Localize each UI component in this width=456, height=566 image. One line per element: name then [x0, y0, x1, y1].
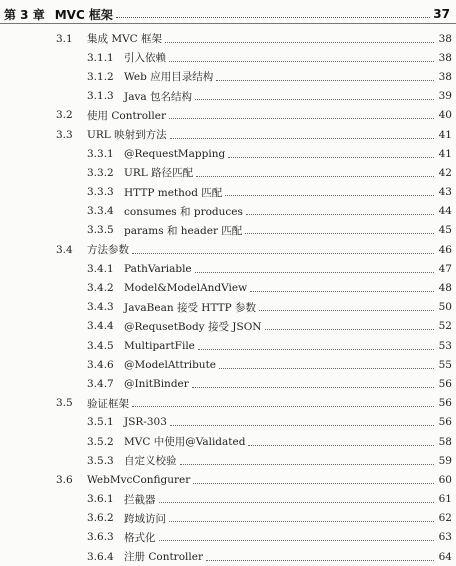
entry-page-number: 41 [438, 147, 452, 160]
leader-dots-line [206, 559, 434, 561]
leader-dots-line [198, 348, 434, 350]
leader-dots-line [169, 117, 434, 119]
toc-subsection-entry[interactable] [0, 278, 456, 297]
entry-title: PathVariable [124, 262, 192, 275]
entry-number: 3.4.2 [87, 282, 114, 295]
leader-dots-line [170, 424, 434, 426]
leader-dots-line [132, 405, 434, 407]
leader-dots [195, 87, 434, 106]
entry-page-number: 38 [438, 51, 452, 64]
leader-dots-line [170, 137, 434, 139]
toc-subsection-entry[interactable] [0, 183, 456, 202]
leader-dots-line [132, 252, 434, 254]
leader-dots [192, 374, 434, 393]
entry-title: 格式化 [124, 531, 156, 544]
chapter-number: 第 3 章 [4, 7, 45, 22]
entry-title: Java 包名结构 [124, 90, 192, 103]
chapter-divider [0, 23, 456, 24]
entry-number: 3.3 [56, 128, 73, 141]
entry-page-number: 40 [438, 109, 452, 122]
toc-section-entry[interactable] [0, 470, 456, 489]
entry-number: 3.4.6 [87, 358, 114, 371]
entry-title: 验证框架 [87, 397, 129, 410]
leader-dots [216, 67, 434, 86]
entry-page-number: 61 [438, 493, 452, 506]
leader-dots [169, 106, 434, 125]
leader-dots [170, 125, 434, 144]
entry-number: 3.5.1 [87, 416, 114, 429]
entry-page-number: 38 [438, 70, 452, 83]
entry-number: 3.4.7 [87, 377, 114, 390]
entry-title: @InitBinder [124, 377, 189, 390]
entry-number: 3.1.2 [87, 70, 114, 83]
leader-dots-line [169, 60, 434, 62]
entry-title: URL 映射到方法 [87, 129, 167, 142]
entry-page-number: 47 [438, 262, 452, 275]
chapter-title: MVC 框架 [54, 7, 113, 22]
entry-title: 跨域访问 [124, 512, 166, 525]
leader-dots [132, 394, 434, 413]
entry-number: 3.5 [56, 397, 73, 410]
leader-dots-line [225, 194, 434, 196]
entry-page-number: 45 [438, 224, 452, 237]
leader-dots-line [216, 79, 434, 81]
entry-number: 3.4.4 [87, 320, 114, 333]
entry-number: 3.2 [56, 109, 73, 122]
entry-number: 3.4.3 [87, 301, 114, 314]
toc-subsection-entry[interactable] [0, 298, 456, 317]
toc-subsection-entry[interactable] [0, 48, 456, 67]
entry-page-number: 56 [438, 416, 452, 429]
entry-number: 3.3.5 [87, 224, 114, 237]
entry-page-number: 62 [438, 512, 452, 525]
entry-number: 3.4 [56, 243, 73, 256]
leader-dots [225, 183, 434, 202]
leader-dots [265, 317, 434, 336]
toc-section-entry[interactable] [0, 106, 456, 125]
leader-dots [246, 202, 434, 221]
entry-title: JSR-303 [124, 416, 167, 429]
leader-dots [132, 240, 434, 259]
toc-list [0, 29, 456, 566]
entry-page-number: 58 [438, 435, 452, 448]
entry-title: Web 应用目录结构 [124, 71, 214, 84]
entry-number: 3.6.4 [87, 550, 114, 563]
toc-subsection-entry[interactable] [0, 87, 456, 106]
entry-title: 使用 Controller [87, 109, 166, 122]
entry-number: 3.5.2 [87, 435, 114, 448]
leader-dots [193, 470, 434, 489]
entry-number: 3.3.2 [87, 166, 114, 179]
entry-page-number: 41 [438, 128, 452, 141]
entry-title: MultipartFile [124, 339, 195, 352]
entry-number: 3.5.3 [87, 454, 114, 467]
leader-dots-line [246, 213, 434, 215]
entry-title: @ModelAttribute [124, 358, 216, 371]
entry-number: 3.6.3 [87, 531, 114, 544]
toc-subsection-entry[interactable] [0, 317, 456, 336]
leader-dots [169, 48, 434, 67]
chapter-page-number: 37 [433, 7, 450, 21]
entry-title: 引入依赖 [124, 52, 166, 65]
entry-page-number: 52 [438, 320, 452, 333]
entry-title: consumes 和 produces [124, 205, 243, 218]
entry-page-number: 42 [438, 166, 452, 179]
leader-dots [245, 221, 434, 240]
leader-dots-line [169, 520, 434, 522]
entry-page-number: 39 [438, 90, 452, 103]
entry-number: 3.6 [56, 473, 73, 486]
leader-dots-line [165, 41, 434, 43]
leader-dots [159, 528, 434, 547]
entry-title: @RequsetBody 接受 JSON [124, 320, 262, 333]
toc-section-entry[interactable] [0, 394, 456, 413]
toc-subsection-entry[interactable] [0, 432, 456, 451]
leader-dots [170, 413, 434, 432]
entry-title: JavaBean 接受 HTTP 参数 [124, 301, 257, 314]
toc-subsection-entry[interactable] [0, 451, 456, 470]
toc-subsection-entry[interactable] [0, 144, 456, 163]
entry-number: 3.1 [56, 32, 73, 45]
entry-title: 自定义校验 [124, 455, 177, 468]
entry-title: URL 路径匹配 [124, 167, 194, 180]
leader-dots-line [219, 367, 434, 369]
chapter-heading[interactable] [0, 4, 452, 24]
toc-section-entry[interactable] [0, 125, 456, 144]
entry-page-number: 38 [438, 32, 452, 45]
entry-number: 3.3.4 [87, 205, 114, 218]
entry-page-number: 59 [438, 454, 452, 467]
entry-title: WebMvcConfigurer [87, 473, 191, 486]
leader-dots [180, 451, 434, 470]
entry-page-number: 53 [438, 339, 452, 352]
toc-subsection-entry[interactable] [0, 221, 456, 240]
entry-number: 3.1.1 [87, 51, 114, 64]
toc-subsection-entry[interactable] [0, 259, 456, 278]
entry-page-number: 44 [438, 205, 452, 218]
leader-dots [248, 432, 434, 451]
entry-page-number: 48 [438, 282, 452, 295]
entry-title: MVC 中使用@Validated [124, 436, 246, 449]
entry-number: 3.3.1 [87, 147, 114, 160]
entry-number: 3.4.5 [87, 339, 114, 352]
entry-title: 拦截器 [124, 493, 156, 506]
entry-page-number: 55 [438, 358, 452, 371]
leader-dots [159, 490, 434, 509]
leader-dots [165, 29, 434, 48]
toc-subsection-entry[interactable] [0, 163, 456, 182]
leader-dots-line [159, 539, 434, 541]
toc-subsection-entry[interactable] [0, 490, 456, 509]
chapter-leader-dots [116, 16, 430, 18]
entry-number: 3.6.1 [87, 493, 114, 506]
toc-subsection-entry[interactable] [0, 547, 456, 566]
leader-dots [259, 298, 434, 317]
toc-subsection-entry[interactable] [0, 355, 456, 374]
leader-dots-line [248, 444, 434, 446]
leader-dots-line [159, 501, 434, 503]
toc-subsection-entry[interactable] [0, 374, 456, 393]
entry-page-number: 50 [438, 301, 452, 314]
leader-dots-line [228, 156, 434, 158]
leader-dots-line [180, 463, 434, 465]
toc-subsection-entry[interactable] [0, 509, 456, 528]
leader-dots [196, 163, 434, 182]
entry-page-number: 43 [438, 186, 452, 199]
leader-dots [198, 336, 434, 355]
entry-title: params 和 header 匹配 [124, 224, 243, 237]
leader-dots-line [192, 386, 434, 388]
entry-title: 方法参数 [87, 244, 129, 257]
leader-dots-line [245, 232, 434, 234]
leader-dots-line [265, 328, 434, 330]
entry-number: 3.1.3 [87, 90, 114, 103]
leader-dots-line [193, 482, 434, 484]
entry-page-number: 63 [438, 531, 452, 544]
entry-number: 3.6.2 [87, 512, 114, 525]
entry-number: 3.4.1 [87, 262, 114, 275]
leader-dots [195, 259, 434, 278]
entry-title: 注册 Controller [124, 551, 203, 564]
toc-section-entry[interactable] [0, 240, 456, 259]
leader-dots [219, 355, 434, 374]
toc-subsection-entry[interactable] [0, 67, 456, 86]
entry-number: 3.3.3 [87, 186, 114, 199]
entry-page-number: 60 [438, 473, 452, 486]
toc-subsection-entry[interactable] [0, 202, 456, 221]
leader-dots [169, 509, 434, 528]
entry-page-number: 56 [438, 377, 452, 390]
leader-dots [206, 547, 434, 566]
toc-subsection-entry[interactable] [0, 528, 456, 547]
leader-dots [228, 144, 434, 163]
entry-title: Model&ModelAndView [124, 282, 248, 295]
leader-dots [250, 278, 434, 297]
entry-page-number: 64 [438, 550, 452, 563]
toc-subsection-entry[interactable] [0, 336, 456, 355]
entry-title: 集成 MVC 框架 [87, 33, 163, 46]
toc-subsection-entry[interactable] [0, 413, 456, 432]
leader-dots-line [195, 98, 434, 100]
leader-dots-line [259, 309, 434, 311]
entry-page-number: 46 [438, 243, 452, 256]
entry-title: HTTP method 匹配 [124, 186, 223, 199]
entry-title: @RequestMapping [124, 147, 226, 160]
leader-dots-line [250, 290, 434, 292]
leader-dots-line [196, 175, 434, 177]
toc-section-entry[interactable] [0, 29, 456, 48]
leader-dots-line [195, 271, 434, 273]
entry-page-number: 56 [438, 397, 452, 410]
